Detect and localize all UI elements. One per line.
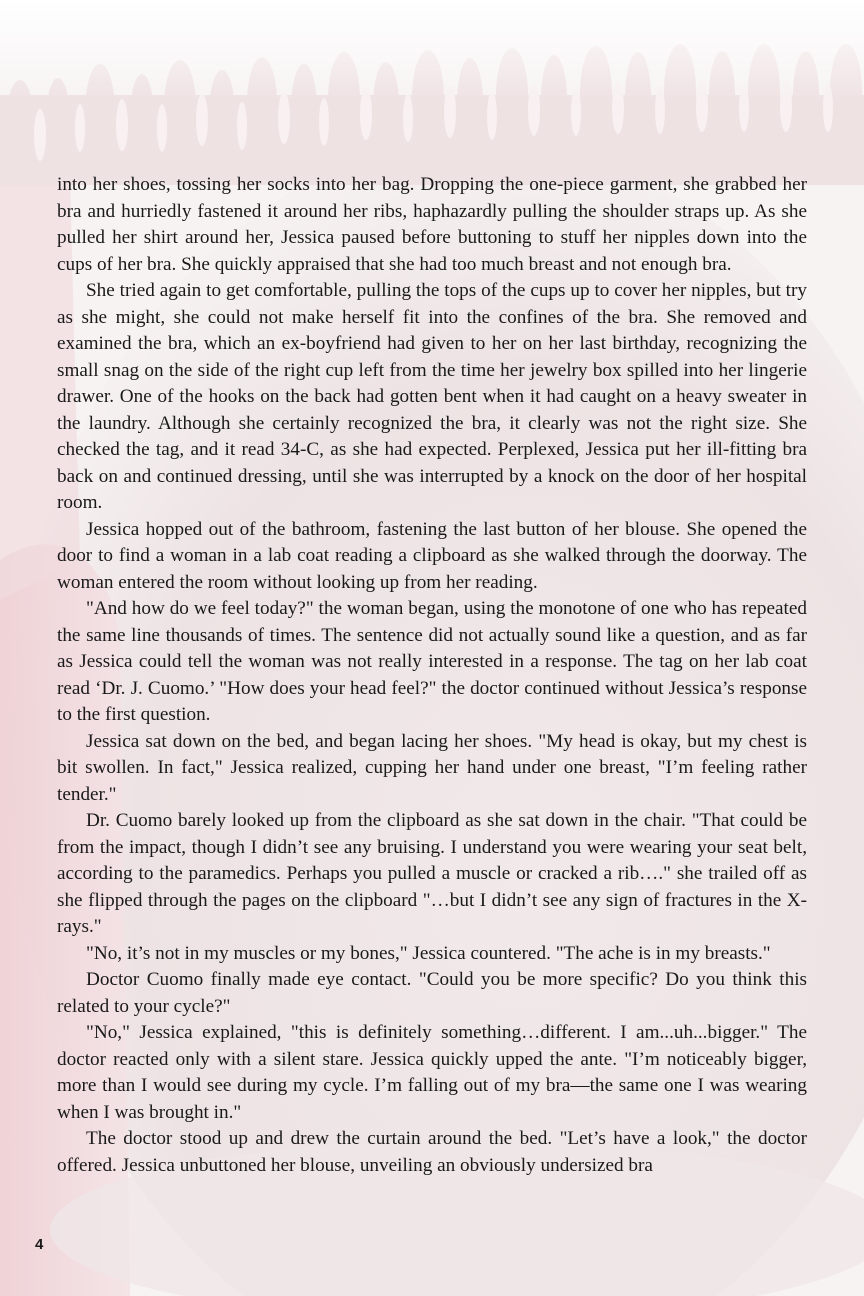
- paragraph: Jessica hopped out of the bathroom, fastening the last button of her blouse. She opened the door to find a woman in a lab coat reading a clipboard as she walked through the doorway. The woman entered the room without looking up from her reading.: [57, 518, 807, 593]
- paragraph: "No, it’s not in my muscles or my bones," Jessica countered. "The ache is in my breasts.": [86, 942, 771, 964]
- paragraph: The doctor stood up and drew the curtain around the bed. "Let’s have a look," the doctor offered. Jessica unbuttoned her blouse, unveiling an obviously undersized bra: [57, 1128, 807, 1176]
- paragraph: Jessica sat down on the bed, and began lacing her shoes. "My head is okay, but my chest is bit swollen. In fact," Jessica realized, cupping her hand under one breast, "I’m feeling rather tender.": [57, 730, 807, 805]
- paragraph: "No," Jessica explained, "this is definitely something…different. I am...uh...bigger." The doctor reacted only with a silent stare. Jessica quickly upped the ante. "I’m noticeably bigger, more than I would see during my cycle. I’m falling out of my bra—the same one I was wearing when I was brought in.": [57, 1022, 807, 1123]
- paragraph: Doctor Cuomo finally made eye contact. "Could you be more specific? Do you think this related to your cycle?": [57, 969, 807, 1017]
- paragraph: "And how do we feel today?" the woman began, using the monotone of one who has repeated the same line thousands of times. The sentence did not actually sound like a question, and as far as Jessica could tell the woman was not really interested in a response. The tag on her lab coat read ‘Dr. J. Cuomo.’ "How does your head feel?" the doctor continued without Jessica’s response to the first question.: [57, 598, 807, 725]
- page-number: 4: [35, 1236, 44, 1253]
- paragraph: She tried again to get comfortable, pulling the tops of the cups up to cover her nipples, but try as she might, she could not make herself fit into the confines of the bra. She removed and examined the bra, which an ex-boyfriend had given to her on her last birthday, recognizing the small snag on the side of the right cup left from the time her jewelry box spilled into her lingerie drawer. One of the hooks on the back had gotten bent when it had caught on a heavy sweater in the laundry. Although she certainly recognized the bra, it clearly was not the right size. She checked the tag, and it read 34-C, as she had expected. Perplexed, Jessica put her ill-fitting bra back on and continued dressing, until she was interrupted by a knock on the door of her hospital room.: [57, 280, 807, 513]
- background-top-fade: [0, 0, 864, 100]
- paragraph: into her shoes, tossing her socks into her bag. Dropping the one-piece garment, she grabbed her bra and hurriedly fastened it around her ribs, haphazardly pulling the shoulder straps up. As she pulled her shirt around her, Jessica paused before buttoning to stuff her nipples down into the cups of her bra. She quickly appraised that she had too much breast and not enough bra.: [57, 174, 807, 275]
- body-text: [57, 172, 807, 1179]
- paragraph: Dr. Cuomo barely looked up from the clipboard as she sat down in the chair. "That could be from the impact, though I didn’t see any bruising. I understand you were wearing your seat belt, according to the paramedics. Perhaps you pulled a muscle or cracked a rib…." she trailed off as she flipped through the pages on the clipboard "…but I didn’t see any sign of fractures in the X-rays.": [57, 810, 807, 937]
